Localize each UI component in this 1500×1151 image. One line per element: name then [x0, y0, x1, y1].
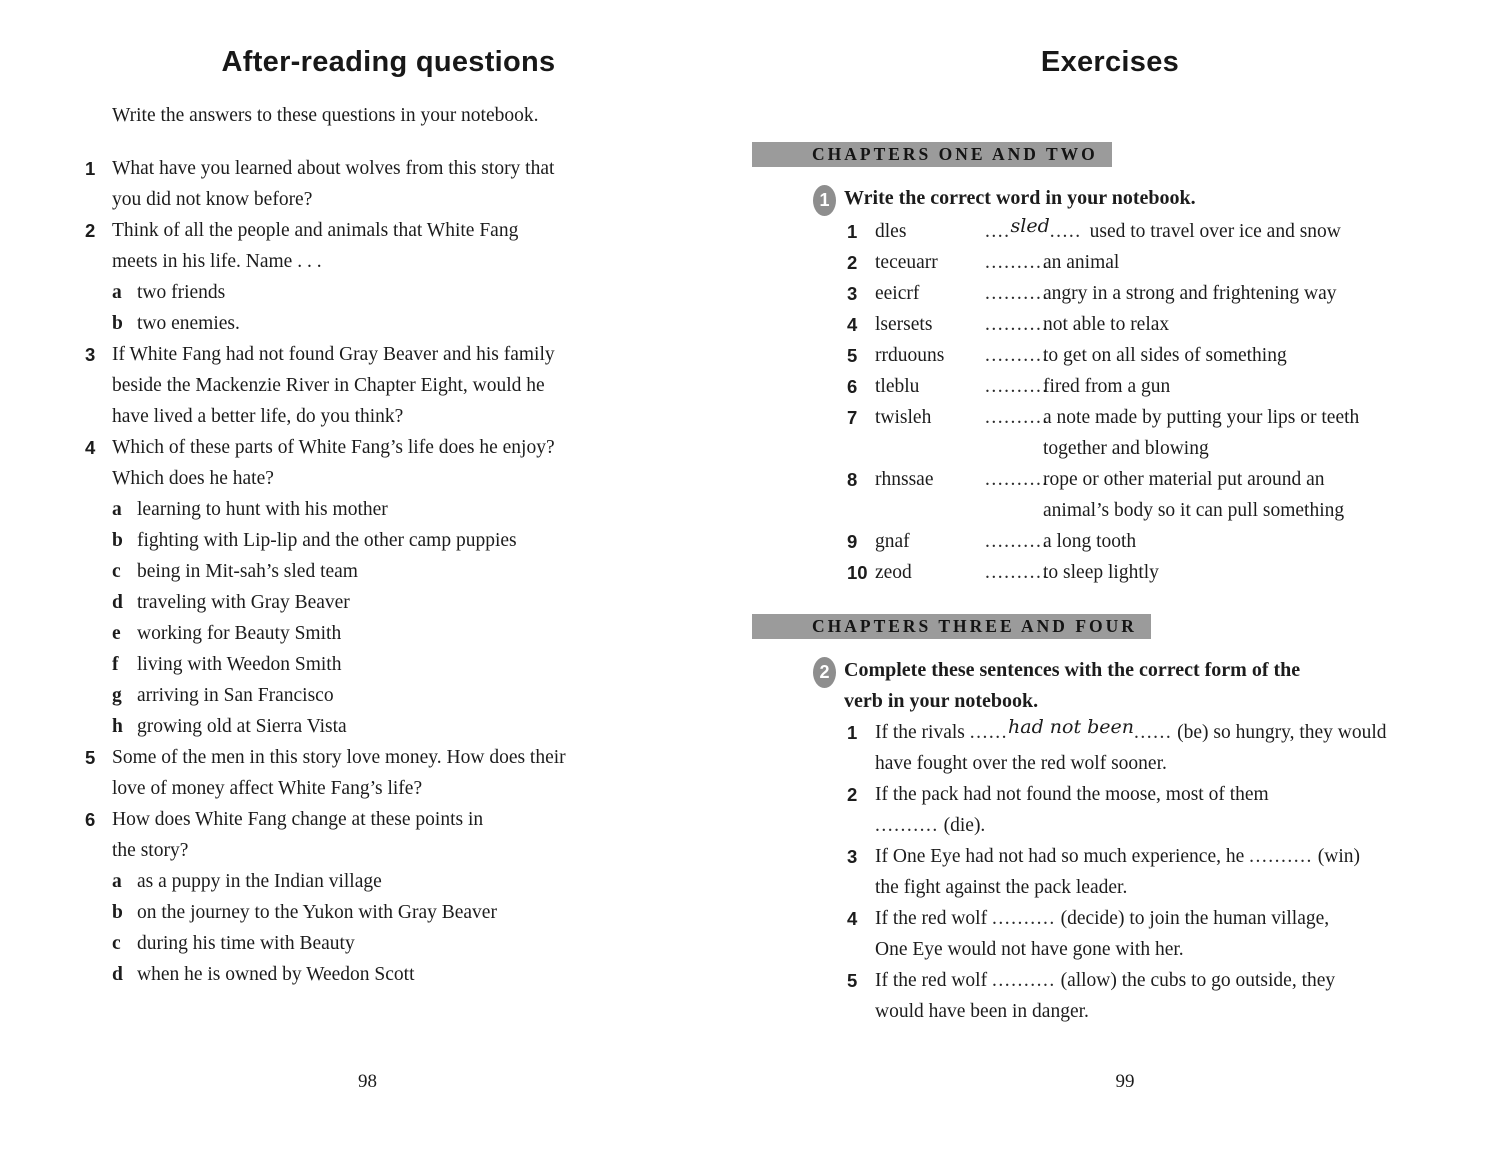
vocab-item — [847, 247, 1470, 278]
subitem-text: two enemies. — [137, 313, 240, 334]
scrambled-word: gnaf — [875, 531, 910, 552]
vocab-item-number: 9 — [847, 531, 858, 552]
question-item — [85, 432, 692, 742]
sentence-item-number: 4 — [847, 908, 858, 929]
definition-text: rope or other material put around an animal’s body so it can pull something — [1043, 469, 1345, 521]
dotted-line: .......... — [985, 469, 1049, 490]
question-subitem — [112, 308, 692, 339]
sentence-fragment: (die). — [938, 815, 986, 836]
vocab-item — [847, 557, 1470, 588]
question-body — [112, 432, 692, 742]
sentence-fragment: (allow) the cubs to go outside, they — [1055, 970, 1336, 991]
vocab-item — [847, 371, 1470, 402]
subitem-letter: c — [112, 561, 121, 582]
question-number: 5 — [85, 747, 96, 768]
answer-line — [985, 309, 1049, 340]
vocab-item-number: 8 — [847, 469, 858, 490]
sentence-item-number: 2 — [847, 784, 858, 805]
subitem-text: on the journey to the Yukon with Gray Beaver — [137, 902, 497, 923]
subitem-text: being in Mit-sah’s sled team — [137, 561, 358, 582]
subitem-letter: d — [112, 964, 123, 985]
subitem-text: learning to hunt with his mother — [137, 499, 388, 520]
question-item — [85, 804, 692, 990]
subitem-letter: a — [112, 282, 122, 303]
dotted-line: ...... — [969, 722, 1009, 743]
scrambled-word: twisleh — [875, 407, 932, 428]
question-item — [85, 215, 692, 339]
scrambled-word: eeicrf — [875, 283, 920, 304]
vocab-item — [847, 526, 1470, 557]
dotted-line: .......... — [875, 815, 939, 836]
vocab-item — [847, 464, 1470, 526]
subitem-text: two friends — [137, 282, 226, 303]
dotted-line: .......... — [991, 970, 1056, 991]
scrambled-word: rrduouns — [875, 345, 945, 366]
vocab-item-number: 4 — [847, 314, 858, 335]
sentence-text — [875, 717, 1470, 779]
definition-text: to get on all sides of something — [1043, 345, 1287, 366]
sentence-item-number: 5 — [847, 970, 858, 991]
question-body — [112, 339, 692, 432]
sentence-item-number: 1 — [847, 722, 858, 743]
exercise-number-badge: 2 — [813, 657, 836, 688]
dotted-line: .......... — [985, 345, 1049, 366]
definition-text: angry in a strong and frightening way — [1043, 283, 1337, 304]
page-right — [750, 0, 1500, 1151]
dotted-line: .......... — [985, 252, 1049, 273]
question-body — [112, 804, 692, 990]
definition-text: to sleep lightly — [1043, 562, 1159, 583]
question-subitem — [112, 897, 692, 928]
subitem-letter: f — [112, 654, 119, 675]
subitem-letter: b — [112, 530, 123, 551]
definition-text: a note made by putting your lips or teeth together and blowing — [1043, 407, 1360, 459]
question-item — [85, 153, 692, 215]
subitem-letter: b — [112, 313, 123, 334]
definition-text: fired from a gun — [1043, 376, 1171, 397]
sentence-fragment: (win) — [1312, 846, 1361, 867]
sentence-item — [847, 779, 1470, 841]
handwritten-answer: sled — [1010, 215, 1050, 237]
dotted-line: .......... — [1249, 846, 1313, 867]
dotted-line: .......... — [985, 283, 1049, 304]
sentence-fragment: (be) so hungry, they would — [1172, 722, 1387, 743]
sentence-text — [875, 779, 1470, 841]
intro-text: Write the answers to these questions in your notebook. — [112, 105, 539, 126]
sentence-item — [847, 965, 1470, 1027]
answer-line — [985, 340, 1049, 371]
subitem-letter: e — [112, 623, 121, 644]
exercise-sections — [750, 116, 1470, 1027]
chapter-banner: CHAPTERS ONE AND TWO — [752, 142, 1112, 167]
question-body — [112, 742, 692, 804]
subitem-text: during his time with Beauty — [137, 933, 355, 954]
sentence-fragment: One Eye would not have gone with her. — [875, 939, 1184, 960]
question-number: 1 — [85, 158, 96, 179]
dotted-line: .......... — [985, 407, 1049, 428]
scrambled-word: dles — [875, 221, 907, 242]
scrambled-word: tleblu — [875, 376, 920, 397]
question-subitem — [112, 928, 692, 959]
vocab-item — [847, 340, 1470, 371]
sentence-fragment: If the red wolf — [875, 970, 992, 991]
question-subitem — [112, 494, 692, 525]
sentence-item — [847, 903, 1470, 965]
question-text: Which of these parts of White Fang’s life does he enjoy? Which does he hate? — [112, 437, 555, 489]
sentence-fragment: If the red wolf — [875, 908, 992, 929]
question-number: 3 — [85, 344, 96, 365]
subitem-text: when he is owned by Weedon Scott — [137, 964, 415, 985]
vocab-item-number: 1 — [847, 221, 858, 242]
vocab-item — [847, 309, 1470, 340]
question-subitem — [112, 649, 692, 680]
question-subitem — [112, 711, 692, 742]
sentence-fragment: If the rivals — [875, 722, 970, 743]
dotted-line: .......... — [991, 908, 1056, 929]
subitem-text: as a puppy in the Indian village — [137, 871, 382, 892]
question-item — [85, 339, 692, 432]
dotted-line: .......... — [985, 531, 1049, 552]
sentence-text — [875, 965, 1470, 1027]
sentence-fragment: If One Eye had not had so much experience, he — [875, 846, 1250, 867]
left-page-title: After-reading questions — [221, 46, 556, 78]
answer-line — [985, 402, 1049, 464]
scrambled-word: rhnssae — [875, 469, 934, 490]
scrambled-word: lsersets — [875, 314, 933, 335]
questions-list — [85, 153, 692, 990]
scrambled-word: teceuarr — [875, 252, 938, 273]
right-page-title: Exercises — [1040, 46, 1180, 78]
vocab-item — [847, 278, 1470, 309]
question-text: Think of all the people and animals that White Fang meets in his life. Name . . . — [112, 220, 519, 272]
subitem-letter: b — [112, 902, 123, 923]
vocab-item-number: 7 — [847, 407, 858, 428]
vocab-item-number: 2 — [847, 252, 858, 273]
question-text: What have you learned about wolves from this story that you did not know before? — [112, 158, 555, 210]
question-subitem — [112, 618, 692, 649]
subitem-letter: d — [112, 592, 123, 613]
answer-line — [985, 371, 1049, 402]
subitem-text: living with Weedon Smith — [137, 654, 342, 675]
vocab-item-number: 3 — [847, 283, 858, 304]
subitem-text: fighting with Lip-lip and the other camp puppies — [137, 530, 517, 551]
subitem-letter: c — [112, 933, 121, 954]
scrambled-word: zeod — [875, 562, 912, 583]
subitem-text: arriving in San Francisco — [137, 685, 334, 706]
answer-line — [985, 557, 1049, 588]
subitem-letter: g — [112, 685, 122, 706]
exercise-header — [813, 655, 1470, 717]
subitem-letter: h — [112, 716, 123, 737]
dotted-line: .... — [985, 221, 1011, 242]
dotted-line: .......... — [985, 376, 1049, 397]
definition-text: a long tooth — [1043, 531, 1137, 552]
definition-text: not able to relax — [1043, 314, 1170, 335]
exercise-header — [813, 183, 1470, 216]
exercise-instruction: Write the correct word in your notebook. — [844, 187, 1196, 209]
question-subitem — [112, 680, 692, 711]
question-subitem — [112, 587, 692, 618]
handwritten-answer: had not been — [1008, 716, 1135, 738]
dotted-line: .......... — [985, 314, 1049, 335]
vocab-item — [847, 216, 1470, 247]
subitem-text: growing old at Sierra Vista — [137, 716, 347, 737]
sentence-text — [875, 841, 1470, 903]
sentence-item-number: 3 — [847, 846, 858, 867]
question-subitem — [112, 866, 692, 897]
subitem-letter: a — [112, 871, 122, 892]
question-number: 2 — [85, 220, 96, 241]
exercise-number-badge: 1 — [813, 185, 836, 216]
definition-text: an animal — [1043, 252, 1120, 273]
answer-line — [985, 216, 1090, 247]
definition-text: used to travel over ice and snow — [1089, 221, 1341, 242]
answer-line — [985, 464, 1049, 526]
sentence-item — [847, 717, 1470, 779]
question-item — [85, 742, 692, 804]
dotted-line: .......... — [985, 562, 1049, 583]
vocab-item-number: 5 — [847, 345, 858, 366]
sentence-text — [875, 903, 1470, 965]
answer-line — [985, 247, 1049, 278]
question-body — [112, 153, 692, 215]
question-subitem — [112, 959, 692, 990]
question-subitem — [112, 277, 692, 308]
subitem-text: working for Beauty Smith — [137, 623, 342, 644]
vocab-item-number: 10 — [847, 562, 868, 583]
sentence-fragment: If the pack had not found the moose, most of them — [875, 784, 1269, 805]
sentence-item — [847, 841, 1470, 903]
subitem-letter: a — [112, 499, 122, 520]
sentence-fragment: the fight against the pack leader. — [875, 877, 1128, 898]
question-number: 4 — [85, 437, 96, 458]
question-subitem — [112, 525, 692, 556]
question-text: If White Fang had not found Gray Beaver and his family beside the Mackenzie River in Chapter Eight, would he have lived a better life, do you think? — [112, 344, 555, 427]
vocab-item-number: 6 — [847, 376, 858, 397]
dotted-line: ...... — [1134, 722, 1173, 743]
question-text: How does White Fang change at these points in the story? — [112, 809, 484, 861]
dotted-line: ..... — [1049, 221, 1082, 242]
answer-line — [985, 278, 1049, 309]
question-text: Some of the men in this story love money. How does their love of money affect White Fang’s life? — [112, 747, 566, 799]
sentence-fragment: (decide) to join the human village, — [1055, 908, 1330, 929]
sentence-fragment: have fought over the red wolf sooner. — [875, 753, 1167, 774]
chapter-banner: CHAPTERS THREE AND FOUR — [752, 614, 1151, 639]
question-body — [112, 215, 692, 339]
vocab-item — [847, 402, 1470, 464]
exercise-instruction: Complete these sentences with the correct form of the verb in your notebook. — [844, 659, 1301, 712]
answer-line — [985, 526, 1049, 557]
question-number: 6 — [85, 809, 96, 830]
question-subitem — [112, 556, 692, 587]
page-number-left: 98 — [358, 1071, 377, 1092]
sentence-fragment: would have been in danger. — [875, 1001, 1089, 1022]
subitem-text: traveling with Gray Beaver — [137, 592, 350, 613]
page-number-right: 99 — [1115, 1071, 1135, 1092]
